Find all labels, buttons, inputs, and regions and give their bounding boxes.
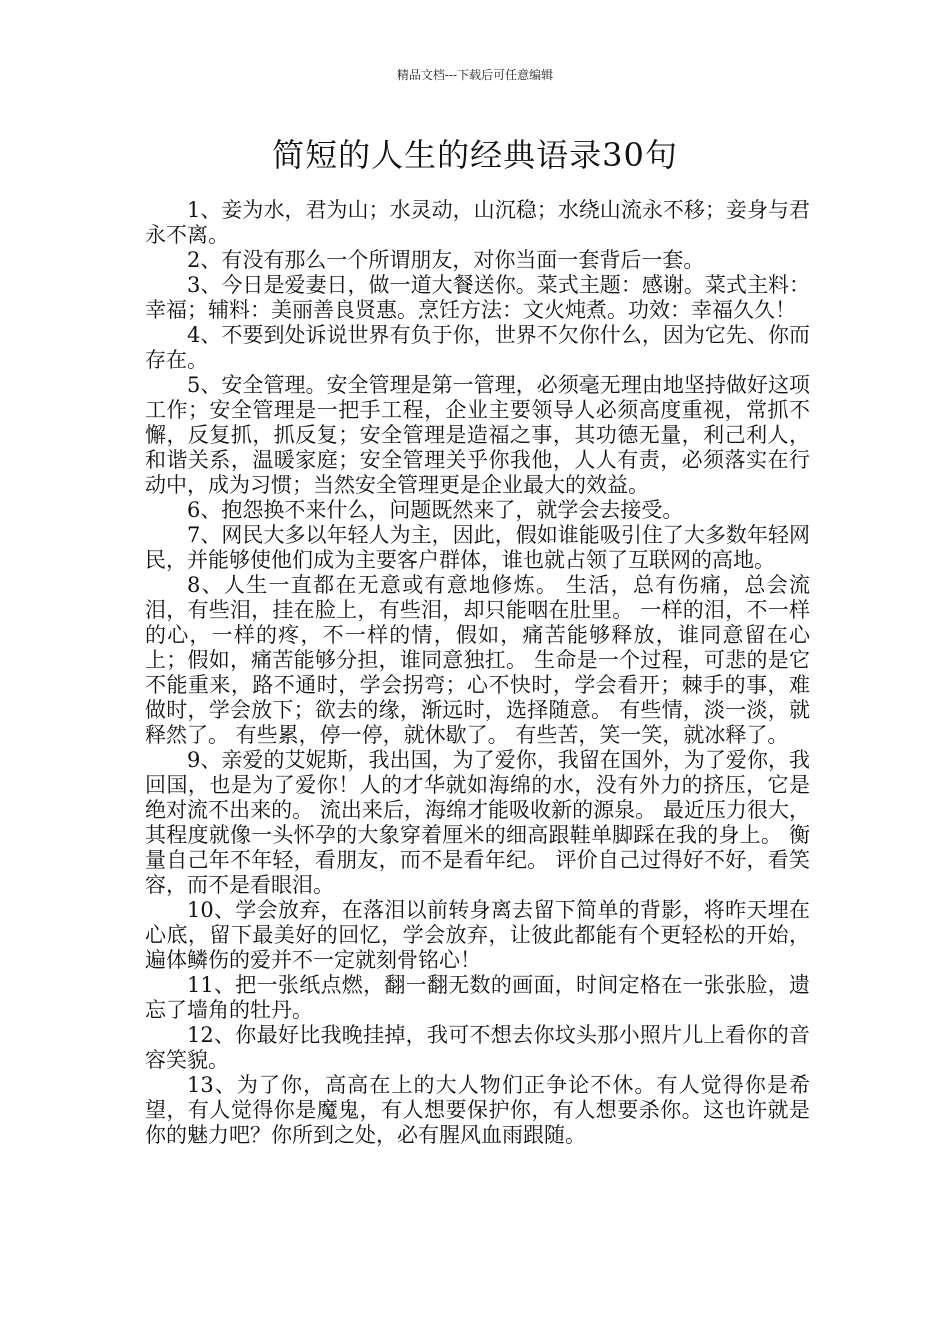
paragraph-7: 7、网民大多以年轻人为主，因此，假如谁能吸引住了大多数年轻网民，并能够使他们成为主要客户群体，谁也就占领了互联网的高地。: [145, 523, 810, 572]
paragraph-5: 5、安全管理。安全管理是第一管理，必须毫无理由地坚持做好这项工作；安全管理是一把手工程，企业主要领导人必须高度重视，常抓不懈，反复抓，抓反复；安全管理是造福之事，其功德无量，利己利人，和谐关系，温暖家庭；安全管理关乎你我他，人人有责，必须落实在行动中，成为习惯；当然安全管理更是企业最大的效益。: [145, 373, 810, 497]
header-note: 精品文档---下载后可任意编辑: [396, 68, 554, 82]
paragraph-3: 3、今日是爱妻日，做一道大餐送你。菜式主题：感谢。菜式主料：幸福；辅料：美丽善良贤惠。烹饪方法：文火炖煮。功效：幸福久久！: [145, 273, 810, 322]
paragraph-4: 4、不要到处诉说世界有负于你，世界不欠你什么，因为它先、你而存在。: [145, 323, 810, 372]
paragraph-6: 6、抱怨换不来什么，问题既然来了，就学会去接受。: [187, 498, 684, 522]
paragraph-9: 9、亲爱的艾妮斯，我出国，为了爱你，我留在国外，为了爱你，我回国，也是为了爱你！人的才华就如海绵的水，没有外力的挤压，它是绝对流不出来的。 流出来后，海绵才能吸收新的源泉。 最近压力很大，其程度就像一头怀孕的大象穿着厘米的细高跟鞋单脚踩在我的身上。 衡量自己年不年轻，看朋友，而不是看年纪。 评价自己过得好不好，看笑容，而不是看眼泪。: [145, 748, 810, 897]
paragraph-10: 10、学会放弃，在落泪以前转身离去留下简单的背影，将昨天埋在心底，留下最美好的回忆，学会放弃，让彼此都能有个更轻松的开始，遍体鳞伤的爱并不一定就刻骨铭心！: [145, 898, 810, 972]
paragraph-13: 13、为了你，高高在上的大人物们正争论不休。有人觉得你是希望，有人觉得你是魔鬼，有人想要保护你，有人想要杀你。这也许就是你的魅力吧？你所到之处，必有腥风血雨跟随。: [145, 1073, 810, 1147]
paragraph-11: 11、把一张纸点燃，翻一翻无数的画面，时间定格在一张张脸，遗忘了墙角的牡丹。: [145, 973, 810, 1022]
paragraph-1: 1、妾为水，君为山；水灵动，山沉稳；水绕山流永不移；妾身与君永不离。: [145, 198, 810, 247]
paragraph-2: 2、有没有那么一个所谓朋友，对你当面一套背后一套。: [187, 248, 705, 272]
paragraph-12: 12、你最好比我晚挂掉，我可不想去你坟头那小照片儿上看你的音容笑貌。: [145, 1023, 810, 1072]
document-body: [145, 198, 810, 1148]
paragraph-8: 8、人生一直都在无意或有意地修炼。 生活，总有伤痛，总会流泪，有些泪，挂在脸上，有些泪，却只能咽在肚里。 一样的泪，不一样的心，一样的疼，不一样的情，假如，痛苦能够释放，谁同意留在心上；假如，痛苦能够分担，谁同意独扛。 生命是一个过程，可悲的是它不能重来，路不通时，学会拐弯；心不快时，学会看开；棘手的事，难做时，学会放下；欲去的缘，渐远时，选择随意。 有些情，淡一淡，就释然了。 有些累，停一停，就休歇了。 有些苦，笑一笑，就冰释了。: [145, 573, 810, 747]
document-title: 简短的人生的经典语录30句: [272, 136, 678, 174]
